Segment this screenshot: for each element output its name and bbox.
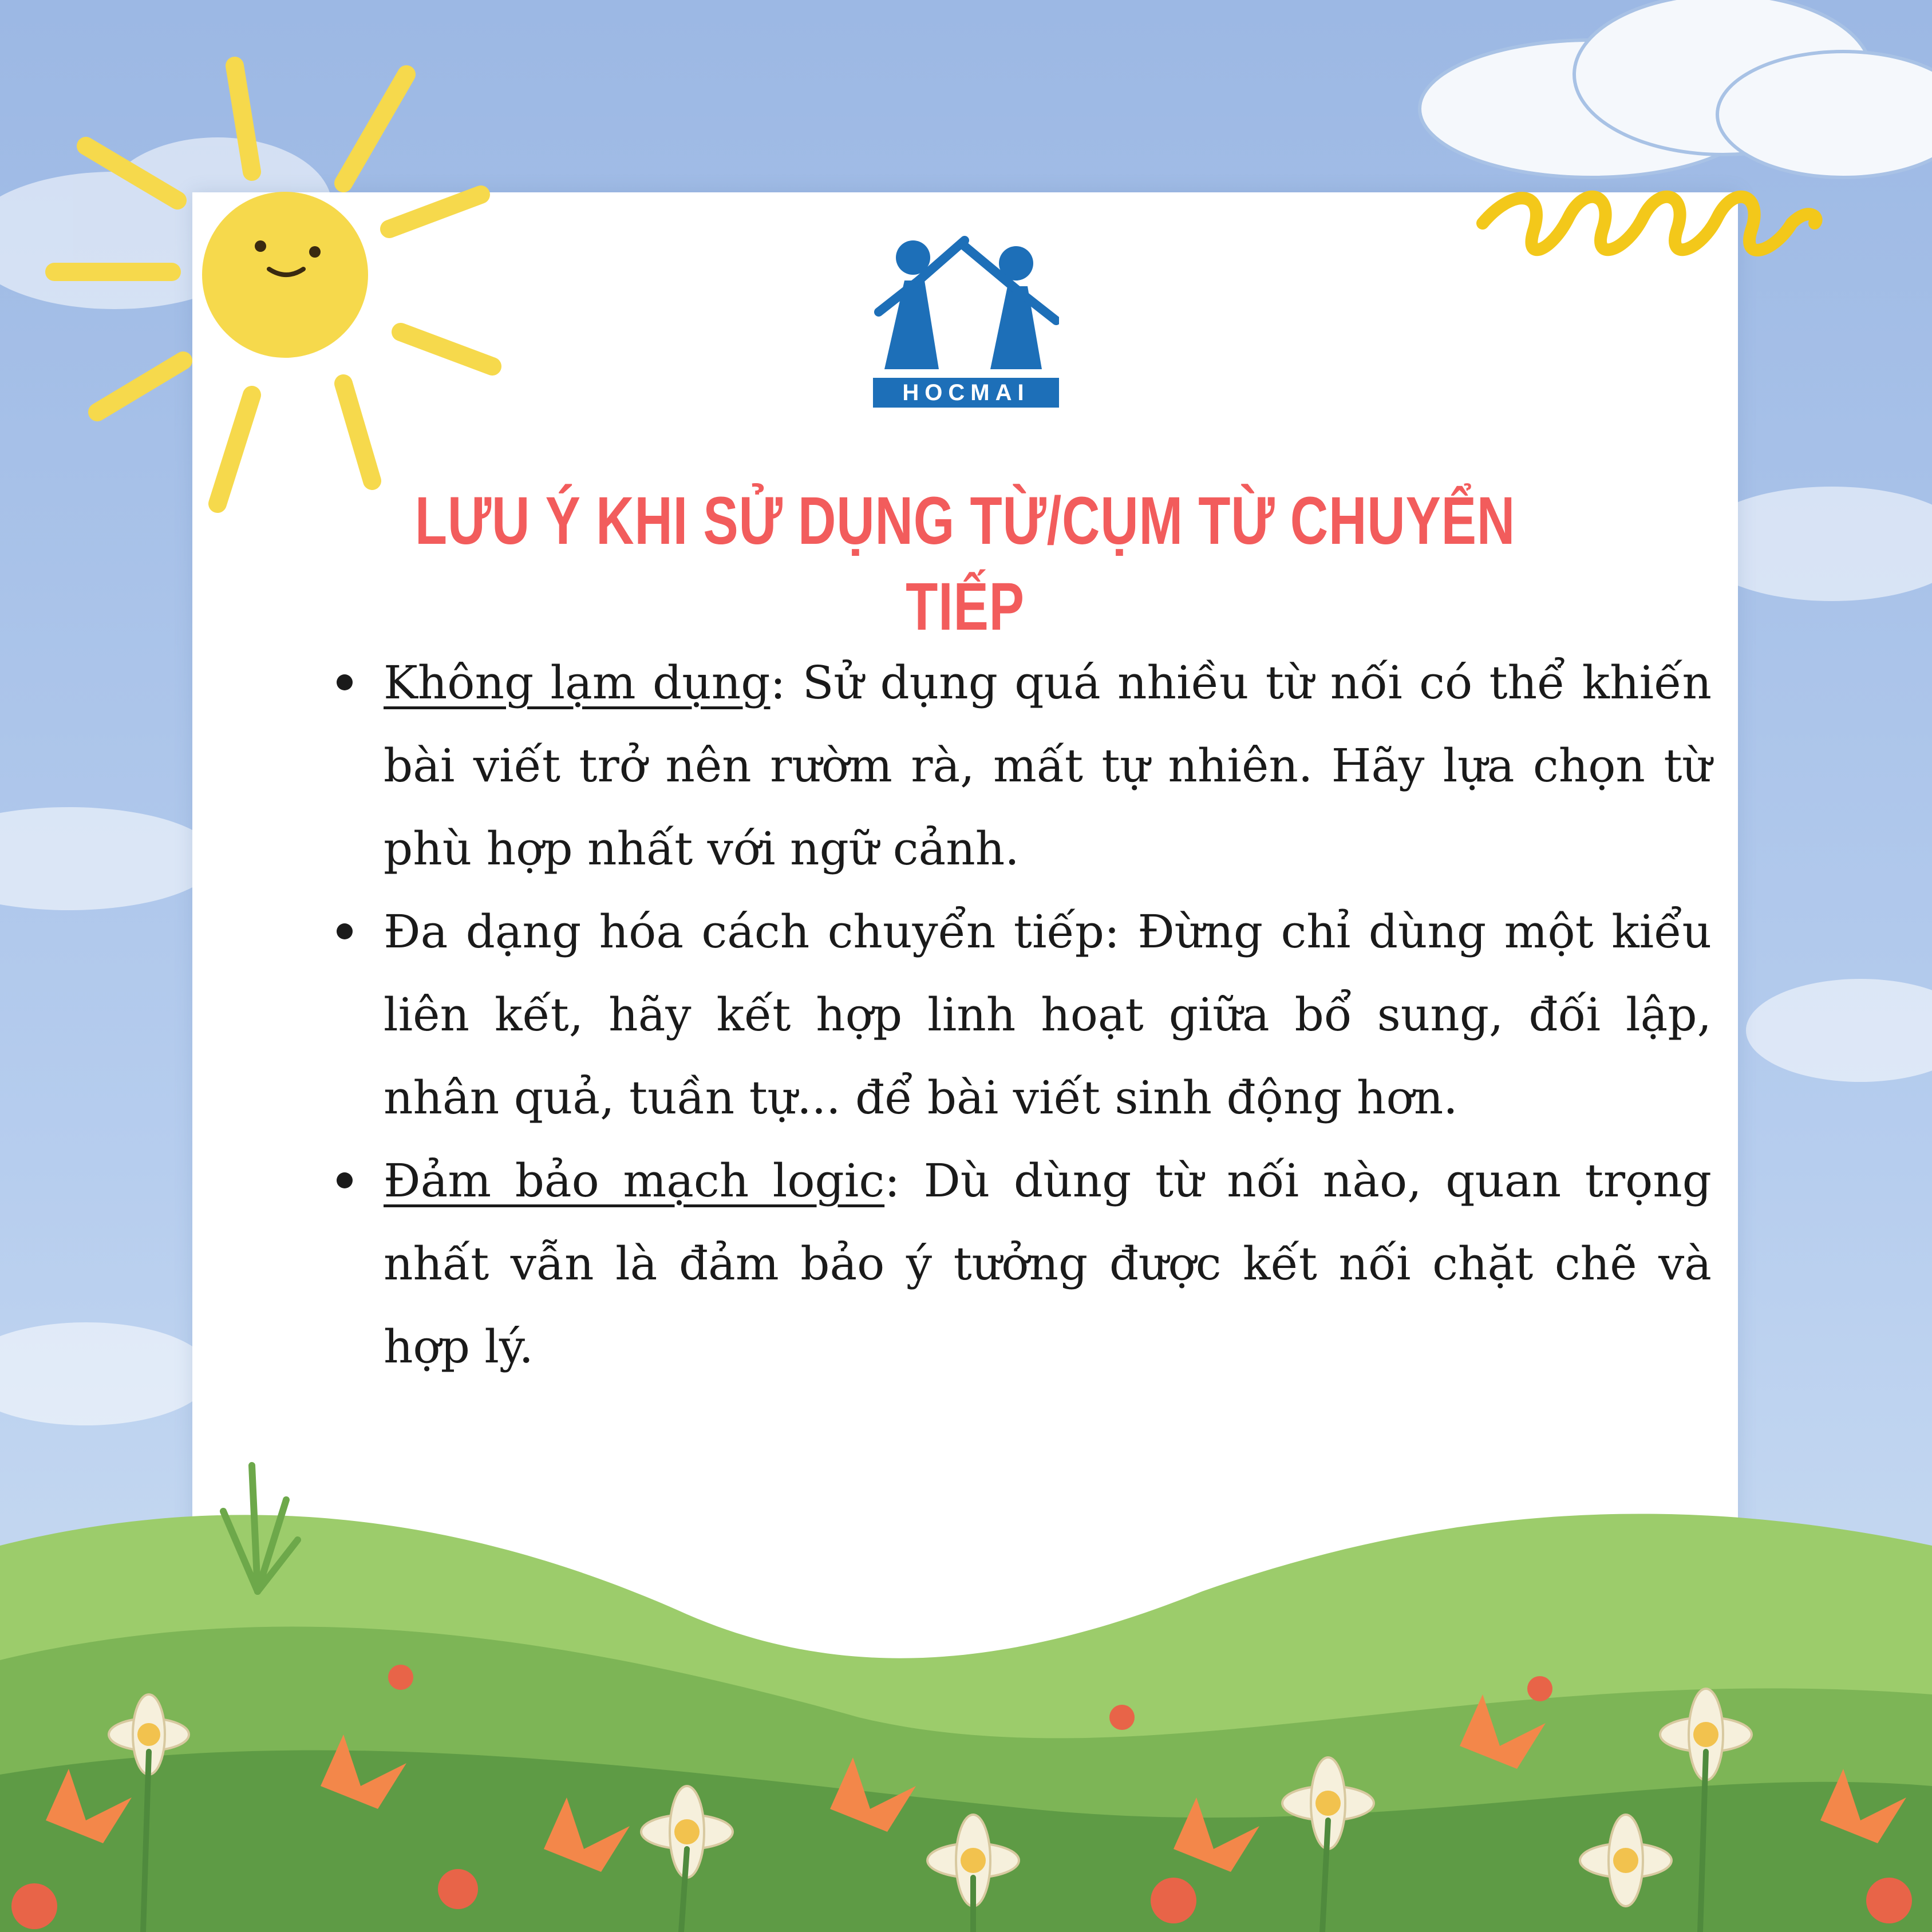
item-term: Đảm bảo mạch logic (384, 1154, 885, 1207)
list-item (384, 641, 1712, 890)
tips-list (321, 641, 1712, 1388)
item-text: Đa dạng hóa cách chuyển tiếp: Đừng chỉ dùng một kiểu liên kết, hãy kết hợp linh hoạt giữa bổ sung, đối lập, nhân quả, tuần tự... để bài viết sinh động hơn. (384, 905, 1712, 1124)
hocmai-logo (873, 235, 1059, 409)
item-text: : Dù dùng từ nối nào, quan trọng nhất vẫn là đảm bảo ý tưởng được kết nối chặt chẽ và hợp lý. (384, 1154, 1712, 1373)
list-item (384, 1139, 1712, 1388)
logo-wordmark: HOCMAI (873, 378, 1059, 408)
item-term: Không lạm dụng (384, 656, 771, 709)
logo-figures-icon (873, 235, 1059, 378)
list-item (384, 890, 1712, 1139)
item-text: : Sử dụng quá nhiều từ nối có thể khiến bài viết trở nên rườm rà, mất tự nhiên. Hãy lựa chọn từ phù hợp nhất với ngữ cảnh. (384, 656, 1712, 875)
page-title: LƯU Ý KHI SỬ DỤNG TỪ/CỤM TỪ CHUYỂN TIẾP (414, 483, 1516, 645)
